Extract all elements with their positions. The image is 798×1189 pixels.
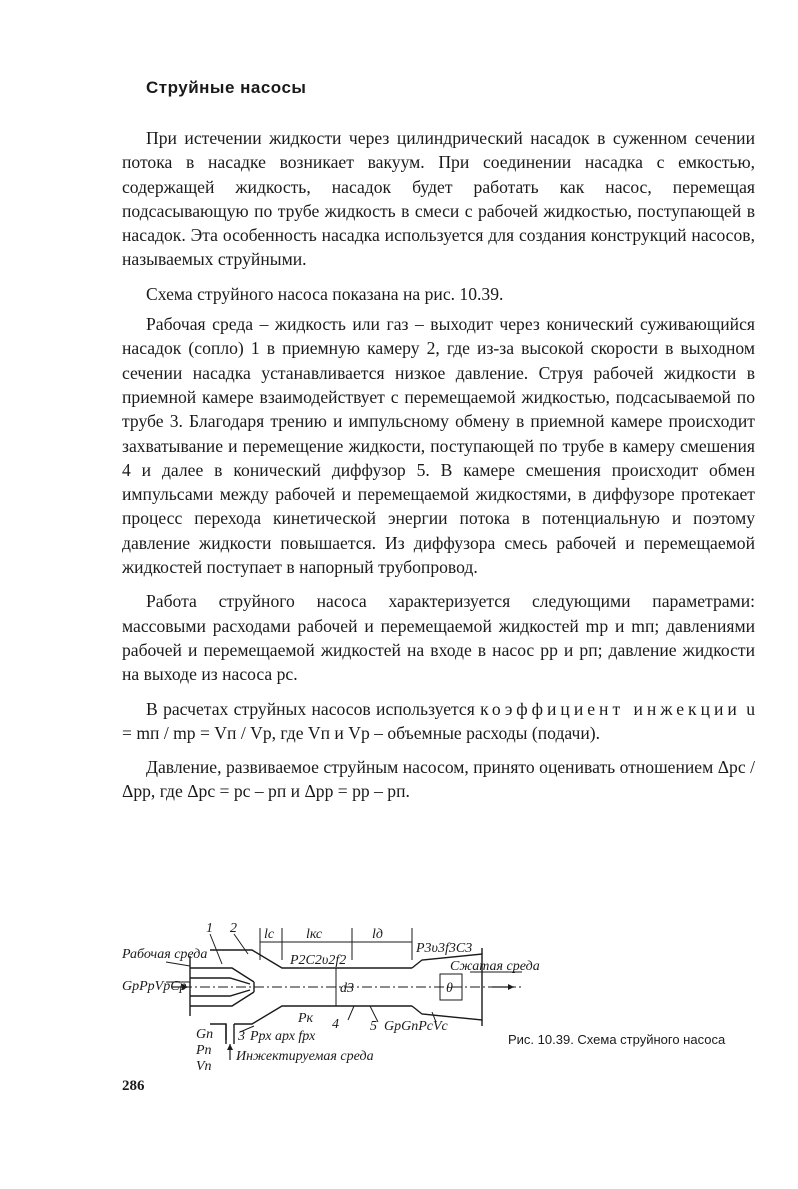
label-vn: Vп: [196, 1059, 212, 1074]
label-lkc: lкс: [306, 927, 323, 942]
label-d3: d3: [340, 981, 354, 996]
label-4: 4: [332, 1017, 339, 1032]
jet-pump-diagram: [122, 920, 542, 1100]
label-mix-params: GрGпPсVс: [384, 1019, 448, 1034]
paragraph-5: [122, 697, 755, 746]
label-injected-medium: Инжектируемая среда: [236, 1049, 374, 1064]
label-2: 2: [230, 921, 237, 936]
label-working-medium: Рабочая среда: [122, 947, 208, 962]
label-1: 1: [206, 921, 213, 936]
label-ld: lд: [372, 927, 383, 942]
paragraph-5-start: В расчетах струйных насосов используется: [146, 698, 481, 719]
label-pn: Pп: [196, 1043, 212, 1058]
figure-caption: Рис. 10.39. Схема струйного насоса: [508, 1032, 726, 1047]
page-number: 286: [122, 1078, 145, 1094]
label-compressed-medium: Сжатая среда: [450, 959, 540, 974]
label-5: 5: [370, 1019, 377, 1034]
label-pk: Pк: [298, 1011, 314, 1026]
label-chamber-params: P2C2υ2f2: [290, 953, 347, 968]
paragraph-2: Схема струйного насоса показана на рис. 10.39.: [146, 283, 504, 304]
label-px-params: Pрх aрх fрх: [250, 1029, 316, 1044]
label-inlet-params: GрPрVрCр: [122, 979, 187, 994]
section-heading: Струйные насосы: [146, 78, 307, 97]
paragraph-5-end: u = mп / mр = Vп / Vр, где Vп и Vр – объемные расходы (подачи).: [122, 698, 756, 743]
label-outlet-params: P3υ3f3C3: [416, 941, 473, 956]
paragraph-1: При истечении жидкости через цилиндрический насадок в суженном сечении потока в насадке возникает вакуум. При соединении насадка с емкостью, содержащей жидкость, насадок будет работать как насос, перемещая подсасывающую по трубе жидкость в смеси с рабочей жидкостью, поступающей в насадок. Эта особенность насадка используется для создания конструкций насосов, называемых струйными.: [122, 128, 755, 270]
label-lc: lс: [264, 927, 275, 942]
jet-pump-svg: [122, 920, 542, 1100]
paragraph-6: Давление, развиваемое струйным насосом, принято оценивать отношением Δpс / Δpр, где Δpс = pс – pп и Δpр = pр – pп.: [122, 757, 755, 802]
paragraph-4: Работа струйного насоса характеризуется следующими параметрами: массовыми расходами рабочей и перемещаемой жидкостей mр и mп; давлениями рабочей и перемещаемой жидкостей на входе в насос pр и pп; давление жидкости на выходе из насоса pс.: [122, 591, 755, 685]
term-injection-coefficient: коэффициент инжекции: [480, 698, 741, 719]
paragraph-3: Рабочая среда – жидкость или газ – выходит через коничеcкий суживающийся насадок (сопло) 1 в приемную камеру 2, где из-за высокой скорости в выходном сечении насадка устанавливается низкое давление. Струя рабочей жидкости в приемной камере взаимодействует с перемещаемой жидкостью, подсасываемой по трубе 3. Благодаря трению и импульсному обмену в приемной камере происходит захватывание и перемещение жидкости, поступающей по трубе в камеру смешения 4 и далее в конический диффузор 5. В камере смешения происходит обмен импульсами между рабочей и перемещаемой жидкостями, в диффузоре протекает процесс перехода кинетической энергии потока в потенциальную и поэтому давление жидкости повышается. Из диффузора смесь рабочей и перемещаемой жидкостей поступает в напорный трубопровод.: [122, 314, 755, 578]
label-theta: θ: [446, 981, 453, 996]
label-gn: Gп: [196, 1027, 214, 1042]
label-3: 3: [238, 1029, 245, 1044]
body-text: [122, 126, 755, 814]
